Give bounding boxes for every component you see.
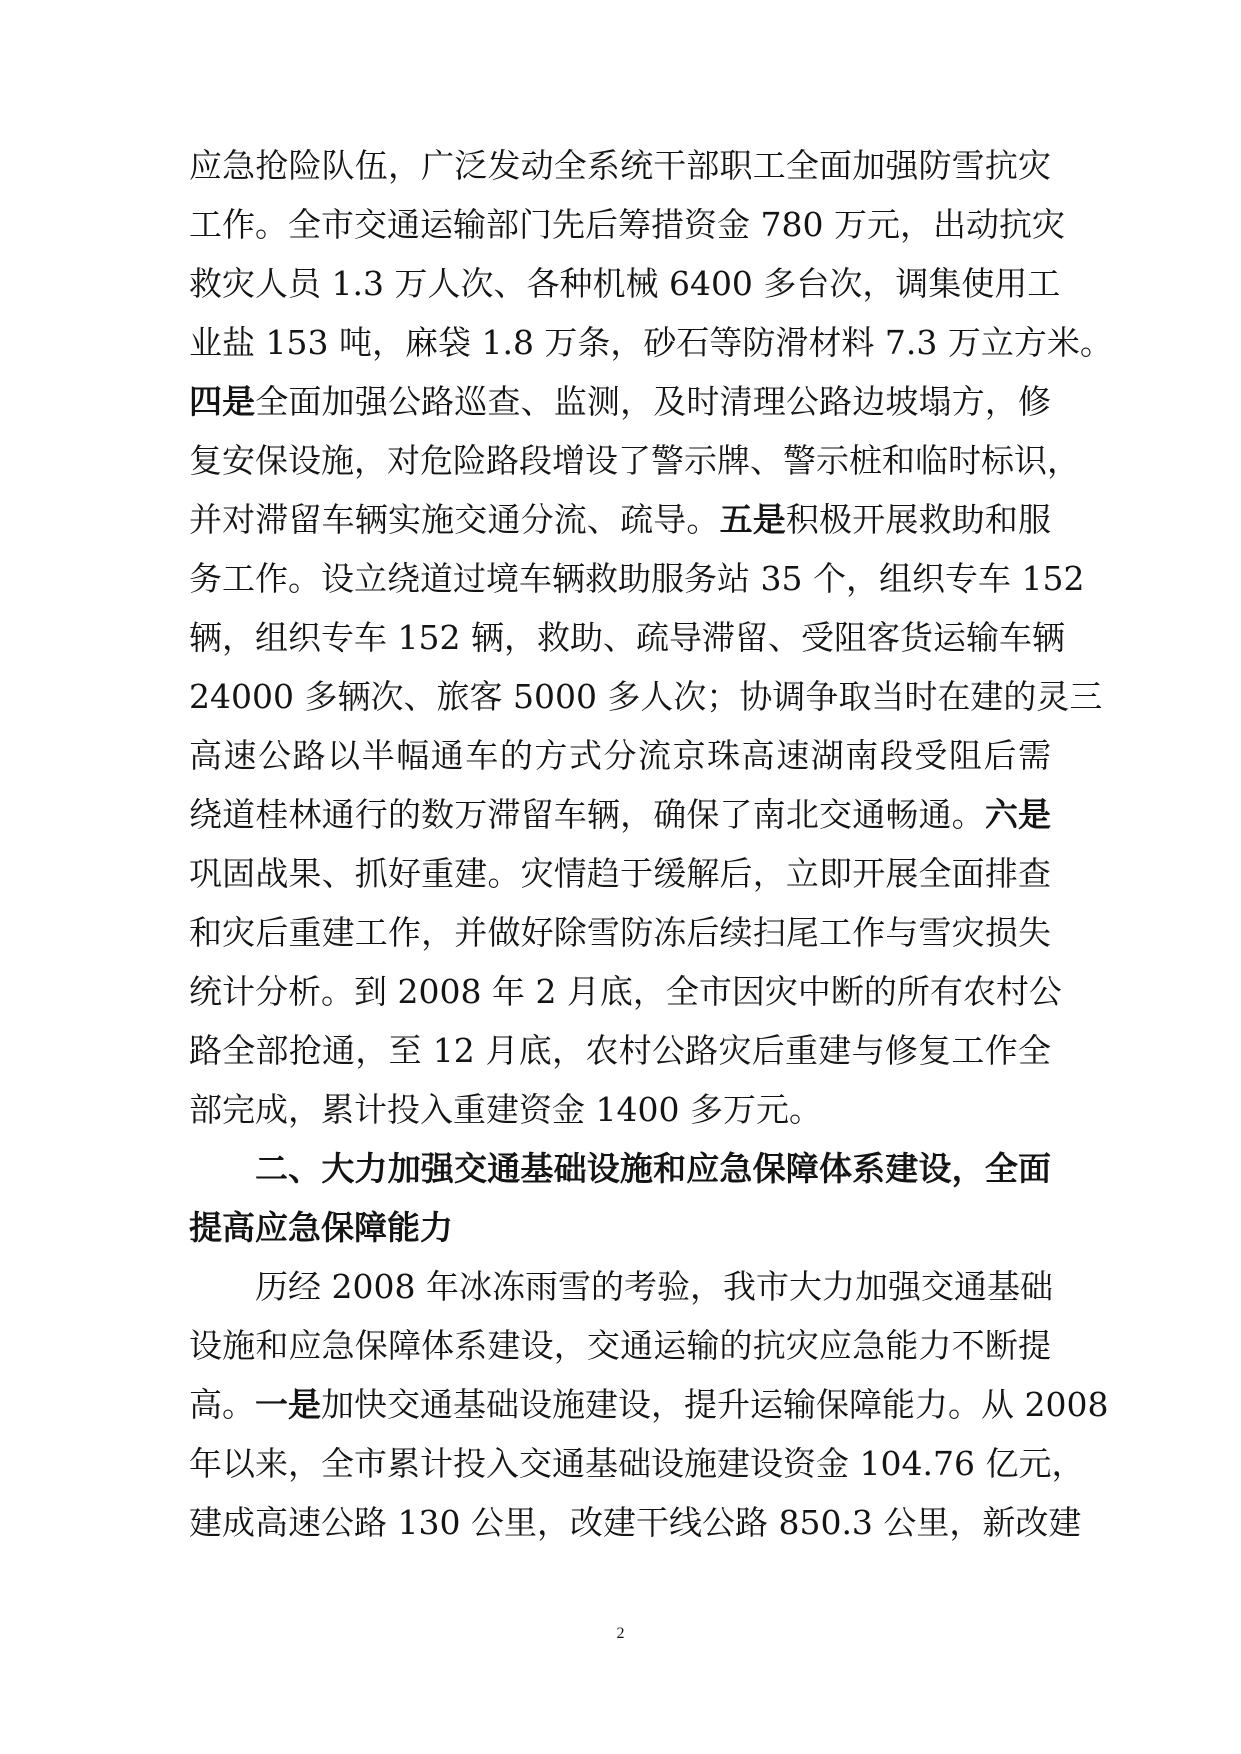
body-line: 部完成，累计投入重建资金 1400 多万元。 (189, 1090, 822, 1129)
page-number: 2 (616, 1625, 625, 1642)
line-text: 绕道桂林通行的数万滞留车辆，确保了南北交通畅通。 (189, 795, 985, 834)
body-line (189, 793, 1051, 837)
body-line: 24000 多辆次、旅客 5000 多人次；协调争取当时在建的灵三 (189, 677, 1103, 716)
section-heading: 二、大力加强交通基础设施和应急保障体系建设，全面 (255, 1149, 1051, 1188)
body-line: 统计分析。到 2008 年 2 月底，全市因灾中断的所有农村公 (189, 972, 1062, 1011)
body-line: 巩固战果、抓好重建。灾情趋于缓解后，立即开展全面排查 (189, 854, 1051, 893)
bold-marker: 一是 (255, 1385, 321, 1424)
body-line (189, 498, 1051, 542)
body-line (189, 380, 1051, 424)
body-line: 历经 2008 年冰冻雨雪的考验，我市大力加强交通基础 (255, 1267, 1053, 1306)
body-line: 建成高速公路 130 公里，改建干线公路 850.3 公里，新改建 (189, 1503, 1082, 1542)
body-line: 辆，组织专车 152 辆，救助、疏导滞留、受阻客货运输车辆 (189, 618, 1065, 657)
bold-marker: 五是 (719, 500, 786, 539)
line-text: 高。 (189, 1385, 255, 1424)
line-text: 全面加强公路巡查、监测，及时清理公路边坡塌方，修 (255, 382, 1052, 421)
body-line (189, 1383, 1109, 1427)
body-line: 救灾人员 1.3 万人次、各种机械 6400 多台次，调集使用工 (189, 264, 1061, 303)
body-line: 路全部抢通，至 12 月底，农村公路灾后重建与修复工作全 (189, 1031, 1051, 1070)
body-line: 高速公路以半幅通车的方式分流京珠高速湖南段受阻后需 (189, 736, 1051, 775)
line-text: 积极开展救助和服 (785, 500, 1052, 539)
body-line: 和灾后重建工作，并做好除雪防冻后续扫尾工作与雪灾损失 (189, 913, 1051, 952)
bold-marker: 四是 (189, 382, 256, 421)
line-text: 并对滞留车辆实施交通分流、疏导。 (189, 500, 720, 539)
body-line: 业盐 153 吨，麻袋 1.8 万条，砂石等防滑材料 7.3 万立方米。 (189, 323, 1113, 362)
bold-marker: 六是 (984, 795, 1052, 834)
body-line: 应急抢险队伍，广泛发动全系统干部职工全面加强防雪抗灾 (189, 146, 1051, 185)
body-line: 工作。全市交通运输部门先后筹措资金 780 万元，出动抗灾 (189, 205, 1065, 244)
line-text: 加快交通基础设施建设，提升运输保障能力。从 2008 (321, 1385, 1109, 1424)
section-heading: 提高应急保障能力 (189, 1208, 453, 1247)
body-line: 年以来，全市累计投入交通基础设施建设资金 104.76 亿元， (189, 1444, 1085, 1483)
body-line: 复安保设施，对危险路段增设了警示牌、警示桩和临时标识， (189, 441, 1080, 480)
body-line: 务工作。设立绕道过境车辆救助服务站 35 个，组织专车 152 (189, 559, 1085, 598)
body-line: 设施和应急保障体系建设，交通运输的抗灾应急能力不断提 (189, 1326, 1051, 1365)
